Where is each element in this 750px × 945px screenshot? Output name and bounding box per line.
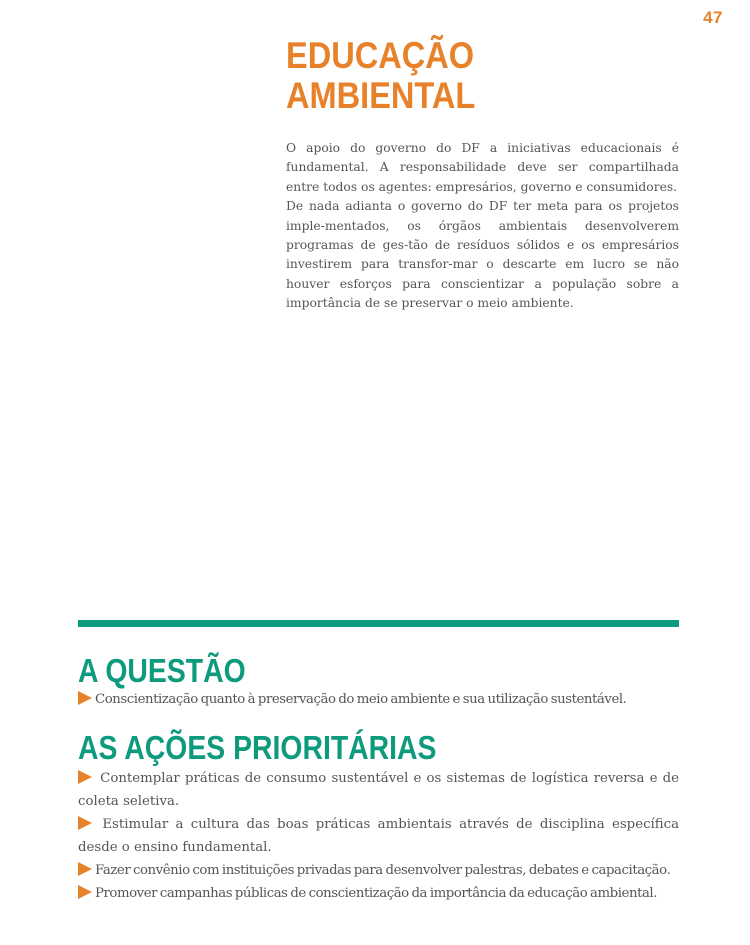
intro-paragraph-2: De nada adianta o governo do DF ter meta para os projetos imple-mentados, os órgãos ambientais desenvolverem programas de ges-tão de resíduos sólidos e os empresários investirem para transfor-mar o descarte em lucro se não houver esforços para conscientizar a população sobre a importância de se preservar o meio ambiente. (286, 199, 679, 311)
questao-list (78, 688, 679, 711)
arrow-bullet-icon (78, 691, 92, 705)
intro-paragraph-1: O apoio do governo do DF a iniciativas educacionais é fundamental. A responsabilidade deve ser compartilhada entre todos os agentes: empresários, governo e consumidores. (286, 141, 679, 194)
arrow-bullet-icon (78, 816, 92, 830)
page-number: 47 (703, 8, 723, 27)
questao-heading: A QUESTÃO (78, 652, 246, 689)
acoes-heading: AS AÇÕES PRIORITÁRIAS (78, 729, 437, 766)
page-title-line-2: AMBIENTAL (286, 75, 476, 116)
page-title (286, 36, 475, 116)
list-item (78, 882, 679, 905)
arrow-bullet-icon (78, 862, 92, 876)
section-divider (78, 620, 679, 627)
intro-text (286, 139, 679, 314)
list-item (78, 813, 679, 859)
list-item-text: Conscientização quanto à preservação do meio ambiente e sua utilização sustentável. (95, 692, 627, 707)
arrow-bullet-icon (78, 885, 92, 899)
acoes-list (78, 767, 679, 905)
arrow-bullet-icon (78, 770, 92, 784)
list-item-text: Fazer convênio com instituições privadas para desenvolver palestras, debates e capacitação. (95, 863, 671, 878)
page-title-line-1: EDUCAÇÃO (286, 35, 475, 76)
list-item (78, 688, 679, 711)
list-item (78, 859, 679, 882)
list-item (78, 767, 679, 813)
list-item-text: Contemplar práticas de consumo sustentável e os sistemas de logística reversa e de coleta seletiva. (78, 771, 679, 809)
list-item-text: Promover campanhas públicas de conscientização da importância da educação ambiental. (95, 886, 658, 901)
list-item-text: Estimular a cultura das boas práticas ambientais através de disciplina específica desde o ensino fundamental. (78, 817, 680, 855)
